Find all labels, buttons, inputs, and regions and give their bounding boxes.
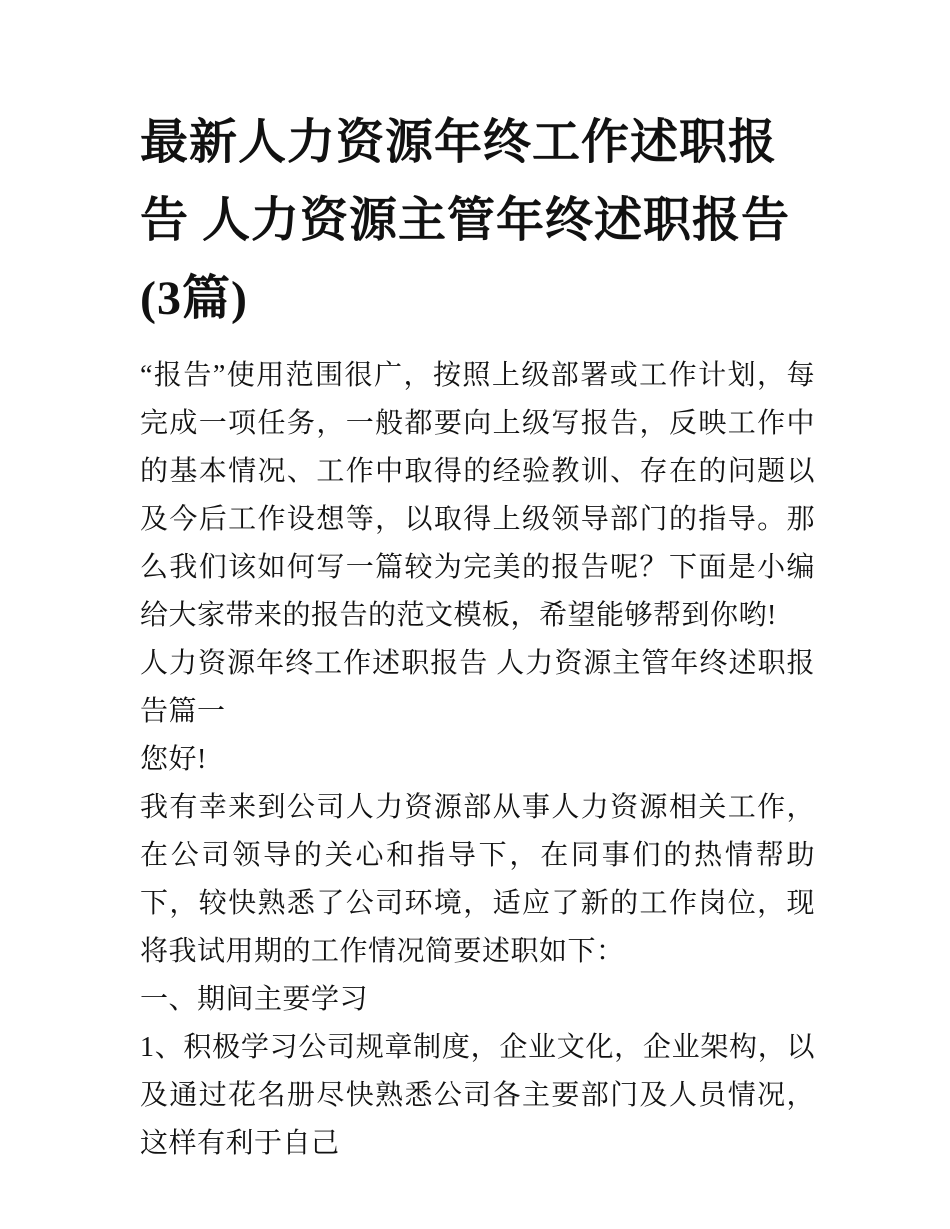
document-title: 最新人力资源年终工作述职报告 人力资源主管年终述职报告(3篇): [140, 116, 791, 325]
paragraph-list-heading: 一、期间主要学习: [140, 984, 369, 1015]
paragraph-self-intro: 我有幸来到公司人力资源部从事人力资源相关工作，在公司领导的关心和指导下，在同事们的热情帮助下，较快熟悉了公司环境，适应了新的工作岗位，现将我试用期的工作情况简要述职如下：: [140, 792, 815, 967]
paragraph-section-heading: 人力资源年终工作述职报告 人力资源主管年终述职报告篇一: [140, 648, 815, 727]
paragraph-greeting: 您好!: [140, 744, 207, 775]
paragraph-list-item-1: 1、积极学习公司规章制度，企业文化，企业架构，以及通过花名册尽快熟悉公司各主要部门及人员情况，这样有利于自己: [140, 1032, 815, 1159]
document-body: [140, 352, 815, 1168]
paragraph-intro: “报告”使用范围很广，按照上级部署或工作计划，每完成一项任务，一般都要向上级写报告，反映工作中的基本情况、工作中取得的经验教训、存在的问题以及今后工作设想等，以取得上级领导部门的指导。那么我们该如何写一篇较为完美的报告呢？下面是小编给大家带来的报告的范文模板，希望能够帮到你哟!: [140, 360, 815, 631]
